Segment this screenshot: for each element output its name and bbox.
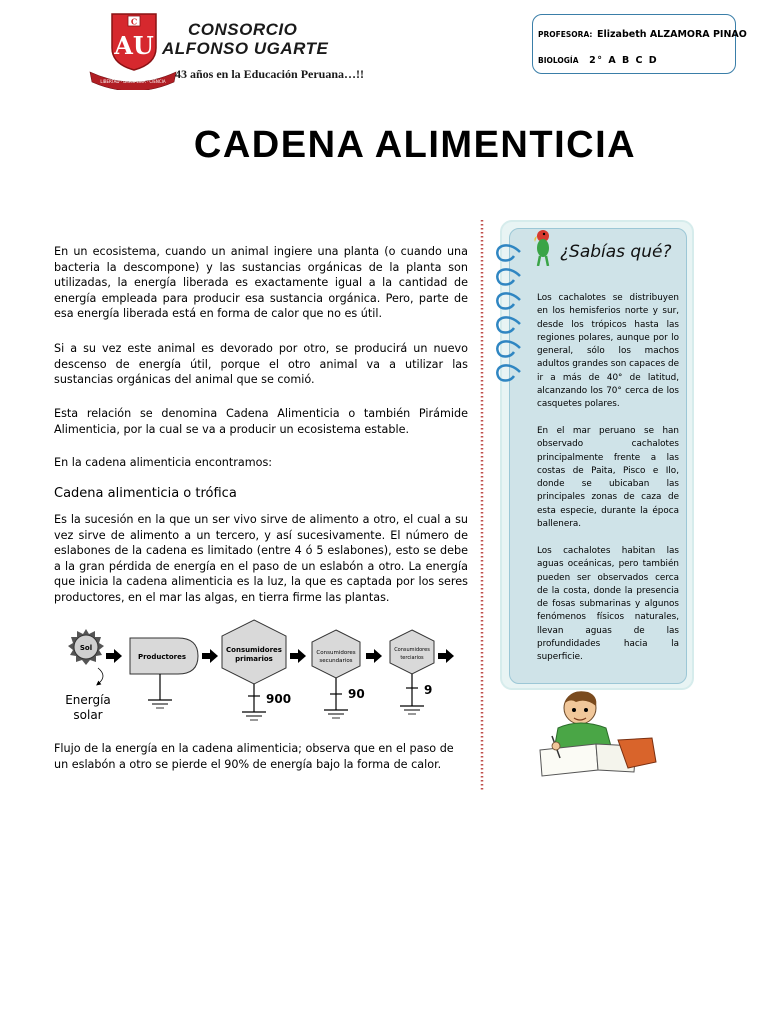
energy-flow-diagram xyxy=(58,618,478,728)
sidebar-paragraph-3: Los cachalotes habitan las aguas oceánicas, pero también pueden ser observados cerca de la costa, donde la presencia de fosas submarinas y algunos fenómenos físicos naturales, llevan aguas de las profundidades hacia la superficie. xyxy=(537,546,679,663)
school-name-line1: CONSORCIO xyxy=(188,20,298,39)
sidebar-paragraph-2: En el mar peruano se han observado cachalotes principalmente frente a las costas de Paita, Pisco e Ilo, donde se ubicaban las principales zonas de caza de esta especie, durante la época ballenera. xyxy=(537,426,679,530)
tertiary-consumers-node xyxy=(390,630,434,714)
paragraph-1: En un ecosistema, cuando un animal ingiere una planta (o cuando una bacteria la descompone) y las sustancias orgánicas de la planta son utilizadas, la energía liberada es exactamente igual a la cantidad de energía empleada para producir esa sustancia orgánica. Pero, parte de esa energía liberada está en forma de calor que no es útil. xyxy=(54,245,468,320)
paragraph-4: En la cadena alimenticia encontramos: xyxy=(54,456,273,469)
paragraph-5: Es la sucesión en la que un ser vivo sirve de alimento a otro, el cual a su vez sirve de alimento a un tercero, y así sucesivamente. El número de eslabones de la cadena es limitado (entre 4 ó 5 eslabones), esto se debe a la gran pérdida de energía en el paso de un eslabón a otro. La energía que inicia la cadena alimenticia es la luz, la que es captada por los seres productores, en el mar las algas, en tierra firme las plantas. xyxy=(54,513,468,604)
sun-energy-arrow xyxy=(98,668,103,684)
school-name xyxy=(162,20,328,58)
sun-label: Sol xyxy=(79,644,93,652)
motto-ribbon xyxy=(88,66,178,90)
teacher-label: PROFESORA: xyxy=(538,30,593,39)
svg-text:Consumidores: Consumidores xyxy=(394,647,430,653)
page-title: CADENA ALIMENTICIA xyxy=(193,124,637,166)
value-tertiary: 9 xyxy=(424,683,433,697)
svg-text:terciarios: terciarios xyxy=(400,655,424,661)
arrow-shaft xyxy=(106,653,114,659)
school-name-line2: ALFONSO UGARTE xyxy=(162,39,329,58)
teacher-name: Elizabeth ALZAMORA PINAO xyxy=(597,29,747,40)
svg-text:Consumidores: Consumidores xyxy=(316,650,356,656)
subject-label: BIOLOGÍA xyxy=(538,56,579,65)
teacher-info-box xyxy=(532,14,747,74)
spiral-binding-icon xyxy=(490,236,526,386)
logo-letters: AU xyxy=(114,31,154,60)
subject-line xyxy=(538,55,658,66)
ribbon-text: LIBERTAD · DISCIPLINA · CIENCIA xyxy=(100,79,166,84)
parrot-icon xyxy=(530,226,556,266)
school-logo xyxy=(110,12,158,72)
arrow-head xyxy=(114,649,122,663)
solar-energy-label: Energía solar xyxy=(65,693,111,722)
producers-node xyxy=(130,638,198,708)
school-motto: 43 años en la Educación Peruana…!! xyxy=(175,67,365,81)
sun-icon xyxy=(68,629,104,665)
producers-label: Productores xyxy=(137,653,187,661)
paragraph-2: Si a su vez este animal es devorado por otro, se producirá un nuevo descenso de energía útil, porque el otro animal va a utilizar las sustancias orgánicas del animal que se comió. xyxy=(54,342,468,386)
logo-badge: C xyxy=(130,16,138,27)
sidebar-title: ¿Sabías qué? xyxy=(560,242,672,262)
paragraph-3: Esta relación se denomina Cadena Alimenticia o también Pirámide Alimenticia, por la cual se va a producir un ecosistema estable. xyxy=(54,407,468,436)
secondary-consumers-node xyxy=(312,630,365,718)
diagram-caption: Flujo de la energía en la cadena alimenticia; observa que en el paso de un eslabón a otro se pierde el 90% de energía bajo la forma de calor. xyxy=(54,742,454,771)
column-separator xyxy=(480,220,484,790)
svg-text:primarios: primarios xyxy=(235,655,273,663)
grades: 2° A B C D xyxy=(589,55,659,66)
student-reading-illustration xyxy=(536,688,660,778)
sidebar-paragraph-1: Los cachalotes se distribuyen en los hemisferios norte y sur, desde los trópicos hasta las regiones polares, aunque por lo general, sólo los machos adultos grandes son capaces de ir a más de 40° de latitud, alcanzando los 70° cerca de los casquetes polares. xyxy=(537,293,679,410)
svg-text:Consumidores: Consumidores xyxy=(226,646,282,654)
svg-text:secundarios: secundarios xyxy=(319,658,353,664)
teacher-line xyxy=(538,29,747,40)
value-primary: 900 xyxy=(266,692,292,706)
subheading: Cadena alimenticia o trófica xyxy=(54,486,237,501)
value-secondary: 90 xyxy=(348,687,365,701)
primary-consumers-node xyxy=(222,620,291,720)
